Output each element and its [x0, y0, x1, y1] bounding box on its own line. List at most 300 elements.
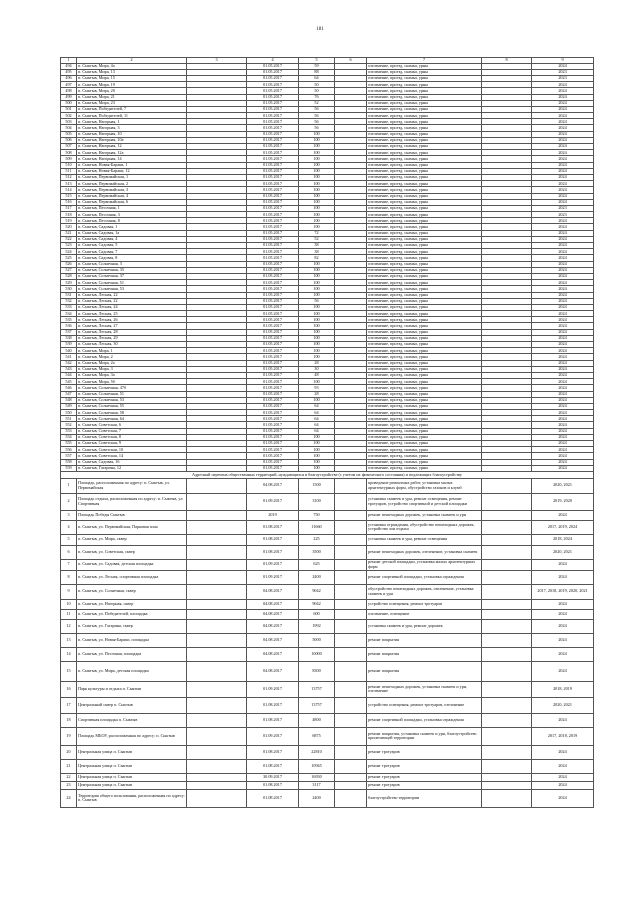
table-cell: 76 [299, 94, 335, 100]
table-row [61, 559, 594, 570]
table-cell: 10945 [299, 759, 335, 773]
table-cell [482, 759, 532, 773]
table-cell: 2024 [532, 570, 594, 584]
table-cell: 100 [299, 459, 335, 465]
table-cell: п. Сыктыв, Мира, 2 [77, 354, 187, 360]
table-cell: 01.05.2017 [247, 230, 299, 236]
table-cell: 532 [61, 298, 77, 304]
table-cell: 01.05.2017 [247, 292, 299, 298]
table-cell: 04.08.2017 [247, 599, 299, 609]
table-cell: 2024 [532, 100, 594, 106]
table-cell: п. Сыктыв, Садовая, 5 [77, 243, 187, 249]
table-cell: п. Сыктыв, Советская, 10 [77, 447, 187, 453]
table-cell: 2024 [532, 224, 594, 230]
table-cell: 100 [299, 441, 335, 447]
header-cell: 8 [482, 58, 532, 64]
table-cell: 52 [299, 236, 335, 242]
table-cell: 01.05.2017 [247, 342, 299, 348]
table-cell: 01.09.2017 [247, 493, 299, 510]
table-cell: п. Сыктыв, Солнечная, 58 [77, 410, 187, 416]
table-cell: 16 [61, 681, 77, 697]
table-cell: п. Сыктыв, ул. Песочная, площадка [77, 647, 187, 661]
table-cell: озеленение, проезд, скамьи, урны [367, 113, 482, 119]
table-cell: 2024 [532, 156, 594, 162]
table-body [61, 58, 594, 808]
table-cell: 545 [61, 379, 77, 385]
table-cell: 2024 [532, 82, 594, 88]
table-cell: 2024 [532, 609, 594, 619]
table-cell: 01.05.2017 [247, 94, 299, 100]
table-cell: 01.05.2017 [247, 181, 299, 187]
table-cell: 01.05.2017 [247, 261, 299, 267]
table-cell: 538 [61, 335, 77, 341]
table-cell [187, 570, 247, 584]
table-cell: озеленение, проезд, скамьи, урны [367, 131, 482, 137]
table-cell: 24 [61, 789, 77, 807]
table-cell [187, 773, 247, 781]
table-cell: 01.05.2017 [247, 193, 299, 199]
table-cell: п. Сыктыв, Советская, 6 [77, 422, 187, 428]
table-cell: озеленение, проезд, скамьи, урны [367, 286, 482, 292]
table-cell: 2024 [532, 379, 594, 385]
table-cell: 13757 [299, 697, 335, 713]
table-cell: 499 [61, 94, 77, 100]
table-cell: ремонт пешеходных дорожек, установка скамеек и урн [367, 510, 482, 520]
table-row [61, 570, 594, 584]
table-cell: 12 [61, 619, 77, 633]
table-cell [187, 545, 247, 559]
data-table [60, 57, 594, 808]
table-cell: 4800 [299, 713, 335, 727]
table-cell [482, 520, 532, 534]
table-cell: 93 [299, 385, 335, 391]
table-cell: озеленение, проезд, скамьи, урны [367, 410, 482, 416]
header-cell: 7 [367, 58, 482, 64]
table-cell: 536 [61, 323, 77, 329]
table-cell: 10 [61, 599, 77, 609]
table-cell: 100 [299, 212, 335, 218]
table-cell: 100 [299, 348, 335, 354]
table-cell: 5000 [299, 633, 335, 647]
table-cell: п. Сыктыв, Нагорная, 10 [77, 131, 187, 137]
table-cell: 100 [299, 323, 335, 329]
table-cell: 8 [61, 570, 77, 584]
table-cell: озеленение, проезд, скамьи, урны [367, 360, 482, 366]
table-cell: 01.05.2017 [247, 441, 299, 447]
table-cell: 510 [61, 162, 77, 168]
table-row [61, 609, 594, 619]
table-cell: 100 [299, 181, 335, 187]
table-cell: 01.05.2017 [247, 465, 299, 471]
table-cell: 2024 [532, 713, 594, 727]
table-cell: 01.05.2017 [247, 416, 299, 422]
table-cell: 2024 [532, 510, 594, 520]
table-cell: озеленение, проезд, скамьи, урны [367, 342, 482, 348]
table-cell: 01.08.2017 [247, 545, 299, 559]
table-cell: 01.09.2017 [247, 559, 299, 570]
table-cell [482, 570, 532, 584]
table-cell: 511 [61, 168, 77, 174]
table-cell: 2024 [532, 410, 594, 416]
table-cell: п. Сыктыв, ул. Первомайская, Парковая зона [77, 520, 187, 534]
table-cell: 498 [61, 88, 77, 94]
table-cell: п. Сыктыв, Мира, 20 [77, 88, 187, 94]
table-cell: 544 [61, 372, 77, 378]
table-cell: п. Сыктыв, Садовая, 7 [77, 249, 187, 255]
table-cell: 01.05.2017 [247, 82, 299, 88]
table-cell: 01.08.2017 [247, 520, 299, 534]
table-cell: 2017, 2018, 2019, 2020, 2021 [532, 584, 594, 599]
table-cell: 1992 [299, 619, 335, 633]
table-cell: 82 [299, 255, 335, 261]
table-cell: 2024 [532, 354, 594, 360]
table-cell [482, 619, 532, 633]
table-cell: 59 [299, 63, 335, 69]
table-cell: 01.05.2017 [247, 137, 299, 143]
table-cell: установка скамеек и урн, ремонт дорожек [367, 619, 482, 633]
table-cell: 557 [61, 453, 77, 459]
table-cell: 2024 [532, 63, 594, 69]
table-cell: 2024 [532, 647, 594, 661]
table-row [61, 781, 594, 789]
table-cell: 100 [299, 168, 335, 174]
table-cell: п. Сыктыв, Советская, 9 [77, 441, 187, 447]
table-cell [187, 534, 247, 545]
table-cell: 2024 [532, 125, 594, 131]
table-cell: озеленение, проезд, скамьи, урны [367, 236, 482, 242]
table-cell: 549 [61, 403, 77, 409]
table-cell [335, 681, 367, 697]
table-cell [482, 789, 532, 807]
table-cell: 15 [61, 661, 77, 681]
table-cell: ремонт пешеходных дорожек, установка скамеек и урн, озеленение [367, 681, 482, 697]
table-cell: п. Сыктыв, Солнечная, 51 [77, 280, 187, 286]
table-row [61, 493, 594, 510]
table-cell: п. Сыктыв, Мира, 4а [77, 63, 187, 69]
table-cell: 2018, 2019 [532, 681, 594, 697]
table-cell: 01.05.2017 [247, 385, 299, 391]
table-cell: озеленение, проезд, скамьи, урны [367, 168, 482, 174]
table-cell: озеленение, проезд, скамьи, урны [367, 255, 482, 261]
table-cell: 01.05.2017 [247, 317, 299, 323]
table-cell: 2023 [532, 69, 594, 75]
table-cell: озеленение, проезд, скамьи, урны [367, 273, 482, 279]
table-cell [335, 609, 367, 619]
table-cell: 01.05.2017 [247, 273, 299, 279]
table-cell: 2024 [532, 619, 594, 633]
table-cell: 533 [61, 304, 77, 310]
table-cell: 513 [61, 181, 77, 187]
table-cell: 2024 [532, 360, 594, 366]
table-cell: 2024 [532, 789, 594, 807]
table-cell: озеленение, проезд, скамьи, урны [367, 106, 482, 112]
table-cell: 01.05.2017 [247, 106, 299, 112]
table-cell: 01.05.2017 [247, 187, 299, 193]
table-cell: 3100 [299, 493, 335, 510]
table-cell: 2024 [532, 131, 594, 137]
table-cell: п. Сыктыв, ул. Победителей, площадка [77, 609, 187, 619]
table-cell [335, 727, 367, 745]
table-cell: 2024 [532, 181, 594, 187]
table-cell: п. Сыктыв, Победителей, 11 [77, 113, 187, 119]
header-cell: 1 [61, 58, 77, 64]
table-cell: 2024 [532, 236, 594, 242]
table-cell: 2024 [532, 267, 594, 273]
table-cell: 18 [61, 713, 77, 727]
table-row [61, 599, 594, 609]
table-cell: 28 [299, 391, 335, 397]
table-cell: 01.05.2017 [247, 119, 299, 125]
table-cell: озеленение, проезд, скамьи, урны [367, 422, 482, 428]
table-cell: 559 [61, 465, 77, 471]
table-cell: озеленение, проезд, скамьи, урны [367, 205, 482, 211]
table-cell: п. Сыктыв, ул. Мира, детская площадка [77, 661, 187, 681]
table-cell [335, 545, 367, 559]
table-cell: 2024 [532, 397, 594, 403]
table-cell: установка скамеек и урн, ремонт освещения, ремонт тротуаров, устройство спортивной и детской площадки [367, 493, 482, 510]
table-cell: 04.08.2017 [247, 584, 299, 599]
table-row [61, 633, 594, 647]
table-cell: п. Сыктыв, Мира, 15 [77, 75, 187, 81]
table-cell: 2024 [532, 385, 594, 391]
table-cell: п. Сыктыв, Солнечная, 35 [77, 267, 187, 273]
table-cell: 2024 [532, 280, 594, 286]
table-cell: 2024 [532, 255, 594, 261]
table-cell: 01.05.2017 [247, 403, 299, 409]
table-cell: 2024 [532, 773, 594, 781]
table-cell: 2400 [299, 570, 335, 584]
table-cell: 01.05.2017 [247, 459, 299, 465]
table-cell: 01.08.2017 [247, 759, 299, 773]
table-cell [187, 697, 247, 713]
table-cell: 1 [61, 478, 77, 493]
table-cell [187, 759, 247, 773]
table-cell: озеленение, проезд, скамьи, урны [367, 416, 482, 422]
table-cell: п. Сыктыв, Новая-Бараки, 12 [77, 168, 187, 174]
table-cell: 64 [299, 75, 335, 81]
table-cell: озеленение, проезд, скамьи, урны [367, 280, 482, 286]
table-cell: 01.05.2017 [247, 131, 299, 137]
table-cell: п. Сыктыв, ул. Мира, сквер [77, 534, 187, 545]
table-cell: 04.08.2017 [247, 633, 299, 647]
table-cell: 01.05.2017 [247, 434, 299, 440]
table-cell: ремонт спортивной площадки, установка ограждения [367, 570, 482, 584]
table-cell: 2024 [532, 745, 594, 759]
table-cell: п. Сыктыв, Советская, 8 [77, 434, 187, 440]
table-cell: озеленение, проезд, скамьи, урны [367, 311, 482, 317]
table-cell: 2024 [532, 422, 594, 428]
table-cell [482, 584, 532, 599]
table-cell: п. Сыктыв, ул. Солнечная, сквер [77, 584, 187, 599]
table-cell: озеленение, проезд, скамьи, урны [367, 453, 482, 459]
table-cell: 2024 [532, 243, 594, 249]
table-cell: 01.05.2017 [247, 379, 299, 385]
table-cell: 2024 [532, 88, 594, 94]
table-cell: 13 [61, 633, 77, 647]
table-cell: озеленение, проезд, скамьи, урны [367, 379, 482, 385]
table-cell: 496 [61, 75, 77, 81]
table-cell [482, 681, 532, 697]
table-cell: 521 [61, 230, 77, 236]
table-cell: 9 [61, 584, 77, 599]
table-cell: п. Сыктыв, Нагорная, 12 [77, 144, 187, 150]
table-cell: 100 [299, 354, 335, 360]
table-cell: озеленение, проезд, скамьи, урны [367, 447, 482, 453]
table-cell [187, 713, 247, 727]
table-cell: 2024 [532, 342, 594, 348]
table-cell: п. Сыктыв, ул. Лесная, спортивная площадка [77, 570, 187, 584]
table-cell: 01.05.2017 [247, 348, 299, 354]
table-cell: 2400 [299, 789, 335, 807]
table-cell: ремонт покрытия [367, 633, 482, 647]
table-cell: 7 [61, 559, 77, 570]
table-cell: 01.05.2017 [247, 125, 299, 131]
table-cell: 23 [61, 781, 77, 789]
table-cell: 2024 [532, 311, 594, 317]
table-cell: 01.05.2017 [247, 100, 299, 106]
table-cell: 04.08.2017 [247, 661, 299, 681]
table-cell [482, 493, 532, 510]
table-cell: 2024 [532, 106, 594, 112]
table-cell: Площадь Победы Сыктыв [77, 510, 187, 520]
table-cell: 2024 [532, 317, 594, 323]
table-cell [482, 745, 532, 759]
table-cell: 1500 [299, 478, 335, 493]
table-cell: 522 [61, 236, 77, 242]
table-cell: 01.05.2017 [247, 199, 299, 205]
header-cell: 6 [335, 58, 367, 64]
table-cell: Площадь отдыха, расположенная по адресу: п. Сыктыв, ул. Спортивная [77, 493, 187, 510]
table-cell: устройство освещения, ремонт тротуаров, озеленение [367, 697, 482, 713]
table-cell: озеленение, проезд, скамьи, урны [367, 403, 482, 409]
table-cell: 526 [61, 261, 77, 267]
table-cell [335, 789, 367, 807]
table-row [61, 478, 594, 493]
table-cell: 100 [299, 144, 335, 150]
table-cell: 519 [61, 218, 77, 224]
table-cell: 539 [61, 342, 77, 348]
table-cell: ремонт покрытия [367, 661, 482, 681]
table-cell: 01.05.2017 [247, 329, 299, 335]
table-cell: п. Сыктыв, Садовая, 1 [77, 224, 187, 230]
table-cell: 01.05.2017 [247, 224, 299, 230]
table-cell: 523 [61, 243, 77, 249]
table-cell: 2024 [532, 559, 594, 570]
table-cell: п. Сыктыв, Лесная, 22 [77, 298, 187, 304]
table-cell: п. Сыктыв, ул. Новая-Бараки, площадка [77, 633, 187, 647]
table-cell: 100 [299, 292, 335, 298]
table-cell: 16930 [299, 773, 335, 781]
table-cell: 2023 [532, 205, 594, 211]
table-cell: проведение ремонтных работ, установка малых архитектурных форм, обустройство газонов и клумб [367, 478, 482, 493]
table-row [61, 510, 594, 520]
table-cell: озеленение, проезд, скамьи, урны [367, 94, 482, 100]
table-cell [482, 773, 532, 781]
table-cell: 56 [299, 298, 335, 304]
table-cell: 2024 [532, 261, 594, 267]
table-cell: 56 [299, 119, 335, 125]
table-cell: 01.05.2017 [247, 354, 299, 360]
table-cell: 2024 [532, 94, 594, 100]
table-cell: устройство освещения, ремонт тротуаров [367, 599, 482, 609]
table-cell [187, 599, 247, 609]
table-cell: 540 [61, 348, 77, 354]
table-row [61, 713, 594, 727]
table-cell: 535 [61, 317, 77, 323]
table-cell: п. Сыктыв, Новая-Бараки, 1 [77, 162, 187, 168]
table-cell: 100 [299, 342, 335, 348]
table-cell: озеленение, проезд, скамьи, урны [367, 354, 482, 360]
table-cell: 515 [61, 193, 77, 199]
table-cell: 2024 [532, 459, 594, 465]
table-cell: 21 [61, 759, 77, 773]
table-cell: 543 [61, 366, 77, 372]
table-cell: 01.05.2017 [247, 113, 299, 119]
table-cell: 04.08.2017 [247, 609, 299, 619]
table-cell: п. Сыктыв, Солнечная, 51 [77, 391, 187, 397]
table-cell: 225 [299, 534, 335, 545]
table-cell: п. Сыктыв, Лесная, 28 [77, 329, 187, 335]
table-cell: 04.08.2017 [247, 647, 299, 661]
table-cell: п. Сыктыв, Нагорная, 1 [77, 119, 187, 125]
header-cell: 4 [247, 58, 299, 64]
table-cell: 2024 [532, 168, 594, 174]
header-cell: 9 [532, 58, 594, 64]
table-cell: 503 [61, 119, 77, 125]
table-cell: 514 [61, 187, 77, 193]
table-cell: 01.05.2017 [247, 391, 299, 397]
table-cell: 494 [61, 63, 77, 69]
table-cell: 50 [299, 82, 335, 88]
table-cell: 2024 [532, 113, 594, 119]
table-cell [482, 727, 532, 745]
table-cell [335, 599, 367, 609]
table-cell [335, 584, 367, 599]
table-cell: 529 [61, 280, 77, 286]
table-cell: п. Сыктыв, Садовая, 8 [77, 255, 187, 261]
table-cell: 01.05.2017 [247, 366, 299, 372]
table-cell: озеленение, проезд, скамьи, урны [367, 144, 482, 150]
table-cell: озеленение, проезд, скамьи, урны [367, 335, 482, 341]
table-cell [335, 633, 367, 647]
table-cell: 546 [61, 385, 77, 391]
table-cell [335, 759, 367, 773]
table-cell: 500 [61, 100, 77, 106]
table-cell: 2024 [532, 144, 594, 150]
table-cell: 100 [299, 304, 335, 310]
table-cell: 2024 [532, 187, 594, 193]
header-cell: 5 [299, 58, 335, 64]
table-cell: п. Сыктыв, Мира, 23 [77, 100, 187, 106]
table-cell: 01.05.2017 [247, 174, 299, 180]
table-cell: 01.05.2017 [247, 212, 299, 218]
table-cell: 14 [61, 647, 77, 661]
table-cell: п. Сыктыв, Первомайская, 6 [77, 199, 187, 205]
table-cell [335, 559, 367, 570]
table-cell: п. Сыктыв, Солнечная, 64 [77, 416, 187, 422]
table-cell: 2024 [532, 366, 594, 372]
table-cell: 2024 [532, 759, 594, 773]
table-cell: 518 [61, 212, 77, 218]
table-cell: 19 [61, 727, 77, 745]
table-row [61, 789, 594, 807]
table-cell: п. Сыктыв, Мира, 5б [77, 379, 187, 385]
table-cell: озеленение, проезд, скамьи, урны [367, 218, 482, 224]
table-cell: 509 [61, 156, 77, 162]
table-cell [187, 727, 247, 745]
table-cell: озеленение, проезд, скамьи, урны [367, 366, 482, 372]
table-cell: 01.05.2017 [247, 280, 299, 286]
